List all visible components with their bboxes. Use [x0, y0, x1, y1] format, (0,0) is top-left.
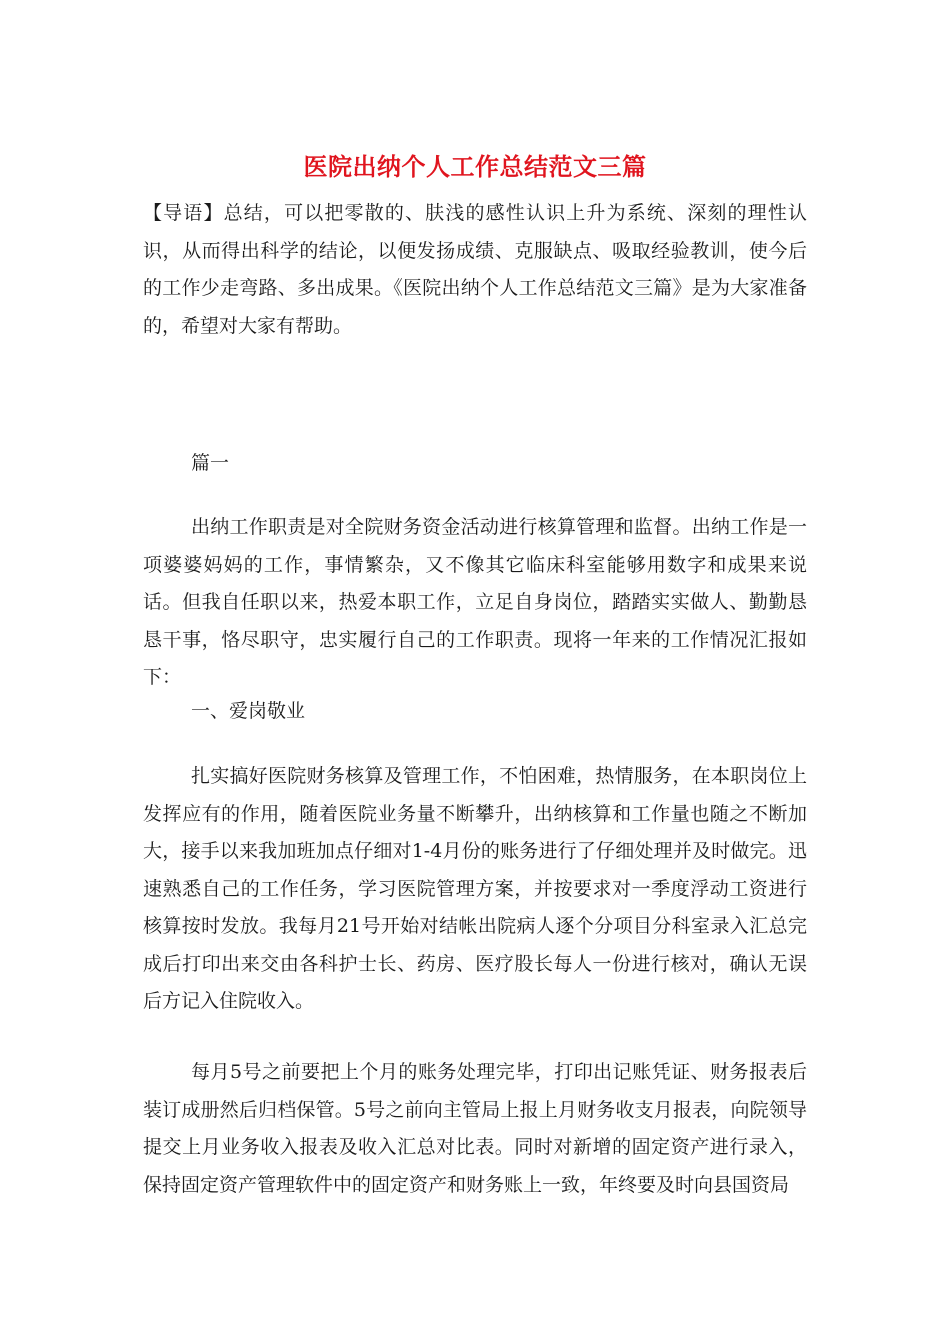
body-paragraph-3: 每月5号之前要把上个月的账务处理完毕，打印出记账凭证、财务报表后装订成册然后归档保管。5号之前向主管局上报上月财务收支月报表，向院领导提交上月业务收入报表及收入汇总对比表。同时对新增的固定资产进行录入，保持固定资产管理软件中的固定资产和财务账上一致，年终要及时向县国资局 [143, 1061, 807, 1196]
body-paragraph-2: 扎实搞好医院财务核算及管理工作，不怕困难，热情服务，在本职岗位上发挥应有的作用，随着医院业务量不断攀升，出纳核算和工作量也随之不断加大，接手以来我加班加点仔细对1-4月份的账务进行了仔细处理并及时做完。迅速熟悉自己的工作任务，学习医院管理方案，并按要求对一季度浮动工资进行核算按时发放。我每月21号开始对结帐出院病人逐个分项目分科室录入汇总完成后打印出来交由各科护士长、药房、医疗股长每人一份进行核对，确认无误后方记入住院收入。 [143, 765, 807, 1012]
intro-paragraph: 【导语】总结，可以把零散的、肤浅的感性认识上升为系统、深刻的理性认识，从而得出科学的结论，以便发扬成绩、克服缺点、吸取经验教训，使今后的工作少走弯路、多出成果。《医院出纳个人工作总结范文三篇》是为大家准备的，希望对大家有帮助。 [143, 202, 807, 337]
document-title: 医院出纳个人工作总结范文三篇 [303, 152, 647, 181]
subheading-1: 一、爱岗敬业 [191, 700, 306, 722]
body-paragraph-1: 出纳工作职责是对全院财务资金活动进行核算管理和监督。出纳工作是一项婆婆妈妈的工作，事情繁杂，又不像其它临床科室能够用数字和成果来说话。但我自任职以来，热爱本职工作，立足自身岗位，踏踏实实做人、勤勤恳恳干事，恪尽职守，忠实履行自己的工作职责。现将一年来的工作情况汇报如下： [143, 516, 807, 688]
section-heading: 篇一 [191, 452, 230, 474]
